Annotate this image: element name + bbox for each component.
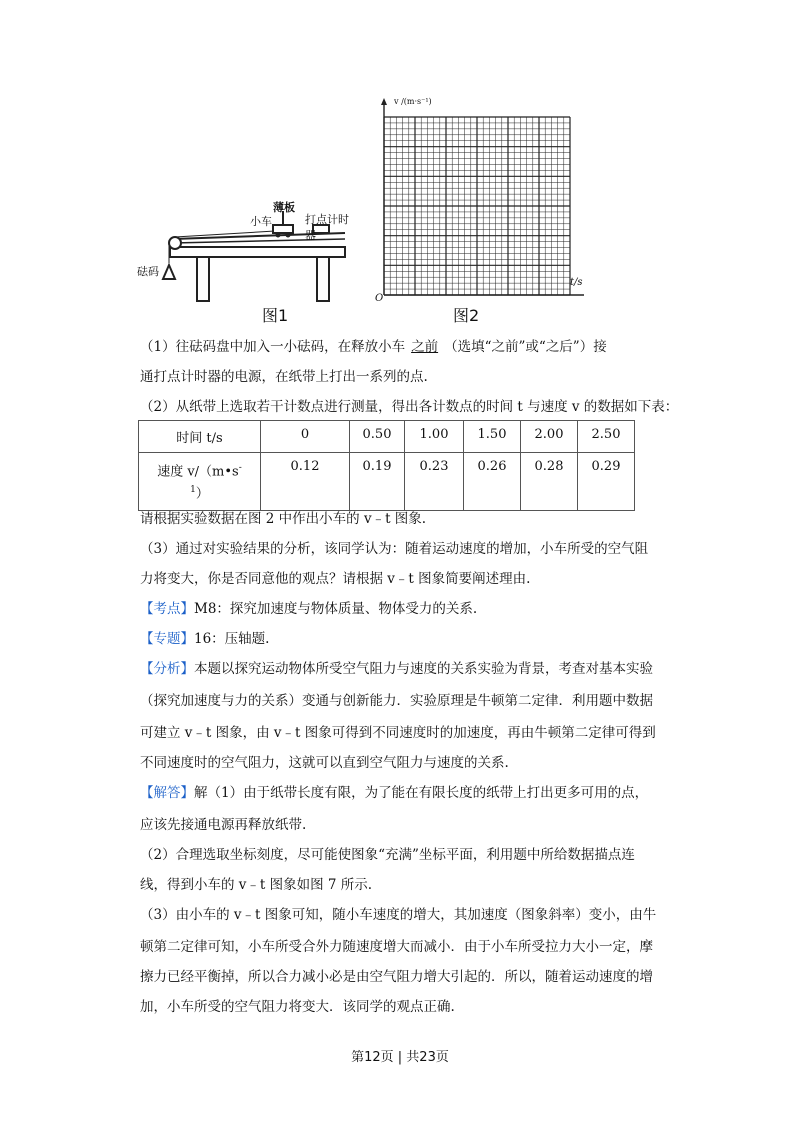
table-cell: 0.23	[405, 453, 464, 511]
grid-chart	[370, 95, 600, 305]
table-cell: 0.50	[350, 421, 405, 453]
table-cell: 0.26	[464, 453, 521, 511]
table-cell: 2.00	[521, 421, 578, 453]
table-row	[139, 453, 635, 511]
figure-2-caption: 图2	[453, 306, 480, 325]
fenxi-tag: 【分析】	[140, 661, 194, 677]
table-cell: 0.12	[261, 453, 350, 511]
q1-line1	[140, 336, 607, 358]
label-timer: 打点计时器	[305, 213, 349, 242]
y-axis-arrow	[381, 98, 387, 105]
fenxi-text1: 本题以探究运动物体所受空气阻力与速度的关系实验为背景，考查对基本实验	[194, 661, 653, 677]
zhuanti-line	[140, 628, 269, 650]
kaodian-line	[140, 598, 477, 620]
q3-line2: 力将变大，你是否同意他的观点？请根据 v﹣t 图象简要阐述理由.	[140, 571, 531, 587]
jieda-line7: 擦力已经平衡掉，所以合力减小必是由空气阻力增大引起的．所以，随着运动速度的增	[140, 969, 653, 985]
q1-answer: 之前	[411, 339, 439, 355]
time-header: 时间 t/s	[139, 421, 261, 453]
figure-1	[135, 195, 355, 325]
table-cell: 0.19	[350, 453, 405, 511]
jieda-line8: 加，小车所受的空气阻力将变大．该同学的观点正确.	[140, 999, 455, 1015]
page-footer: 第12页 | 共23页	[351, 1050, 449, 1065]
fenxi-line1	[140, 658, 653, 680]
data-table	[138, 420, 635, 511]
label-cart: 小车	[250, 215, 272, 228]
jieda-line4: 线，得到小车的 v﹣t 图象如图 7 所示.	[140, 877, 373, 893]
jieda-line2: 应该先接通电源再释放纸带.	[140, 817, 307, 833]
table-cell: 1.00	[405, 421, 464, 453]
speed-header-close: ）	[195, 486, 209, 502]
q3-line1: （3）通过对实验结果的分析，该同学认为：随着运动速度的增加，小车所受的空气阻	[140, 541, 649, 557]
fenxi-line3: 可建立 v﹣t 图象，由 v﹣t 图象可得到不同速度时的加速度，再由牛顿第二定律可得到	[140, 725, 656, 741]
zhuanti-tag: 【专题】	[140, 631, 194, 647]
speed-header-main: 速度 v/（m•s	[157, 464, 239, 480]
label-board: 薄板	[273, 201, 295, 214]
table-row	[139, 421, 635, 453]
speed-header-exp: 1	[190, 485, 196, 496]
q1-after: （选填“之前”或“之后”）接	[444, 339, 607, 355]
speed-header-minus: -	[238, 463, 242, 473]
q2-intro: （2）从纸带上选取若干计数点进行测量，得出各计数点的时间 t 与速度 v 的数据如下表：	[140, 399, 679, 415]
origin-label: O	[375, 293, 384, 304]
q2-instruction: 请根据实验数据在图 2 中作出小车的 v﹣t 图象.	[140, 511, 427, 527]
figure-2	[370, 95, 600, 325]
table-cell: 0.29	[578, 453, 635, 511]
y-axis-label: v /(m·s⁻¹)	[394, 97, 432, 106]
figure-1-caption: 图1	[262, 306, 289, 325]
jieda-line1	[140, 782, 648, 804]
table-cell: 0.28	[521, 453, 578, 511]
q1-before: （1）往砝码盘中加入一小砝码，在释放小车	[140, 339, 406, 355]
kaodian-tag: 【考点】	[140, 601, 194, 617]
jieda-text1: 解（1）由于纸带长度有限，为了能在有限长度的纸带上打出更多可用的点，	[194, 785, 649, 801]
fenxi-line4: 不同速度时的空气阻力，这就可以直到空气阻力与速度的关系.	[140, 755, 509, 771]
zhuanti-text: 16：压轴题.	[194, 631, 270, 647]
speed-header	[139, 453, 261, 511]
table-cell: 0	[261, 421, 350, 453]
table-cell: 1.50	[464, 421, 521, 453]
x-axis-label: t/s	[570, 277, 583, 288]
table-cell: 2.50	[578, 421, 635, 453]
jieda-line5: （3）由小车的 v﹣t 图象可知，随小车速度的增大，其加速度（图象斜率）变小，由牛	[140, 907, 657, 923]
label-weight: 砝码	[137, 265, 159, 278]
jieda-line3: （2）合理选取坐标刻度，尽可能使图象“充满”坐标平面，利用题中所给数据描点连	[140, 847, 635, 863]
kaodian-text: M8：探究加速度与物体质量、物体受力的关系.	[194, 601, 478, 617]
q1-line2: 通打点计时器的电源，在纸带上打出一系列的点.	[140, 369, 428, 385]
fenxi-line2: （探究加速度与力的关系）变通与创新能力．实验原理是牛顿第二定律．利用题中数据	[140, 693, 653, 709]
jieda-tag: 【解答】	[140, 785, 194, 801]
jieda-line6: 顿第二定律可知，小车所受合外力随速度增大而减小．由于小车所受拉力大小一定，摩	[140, 939, 653, 955]
